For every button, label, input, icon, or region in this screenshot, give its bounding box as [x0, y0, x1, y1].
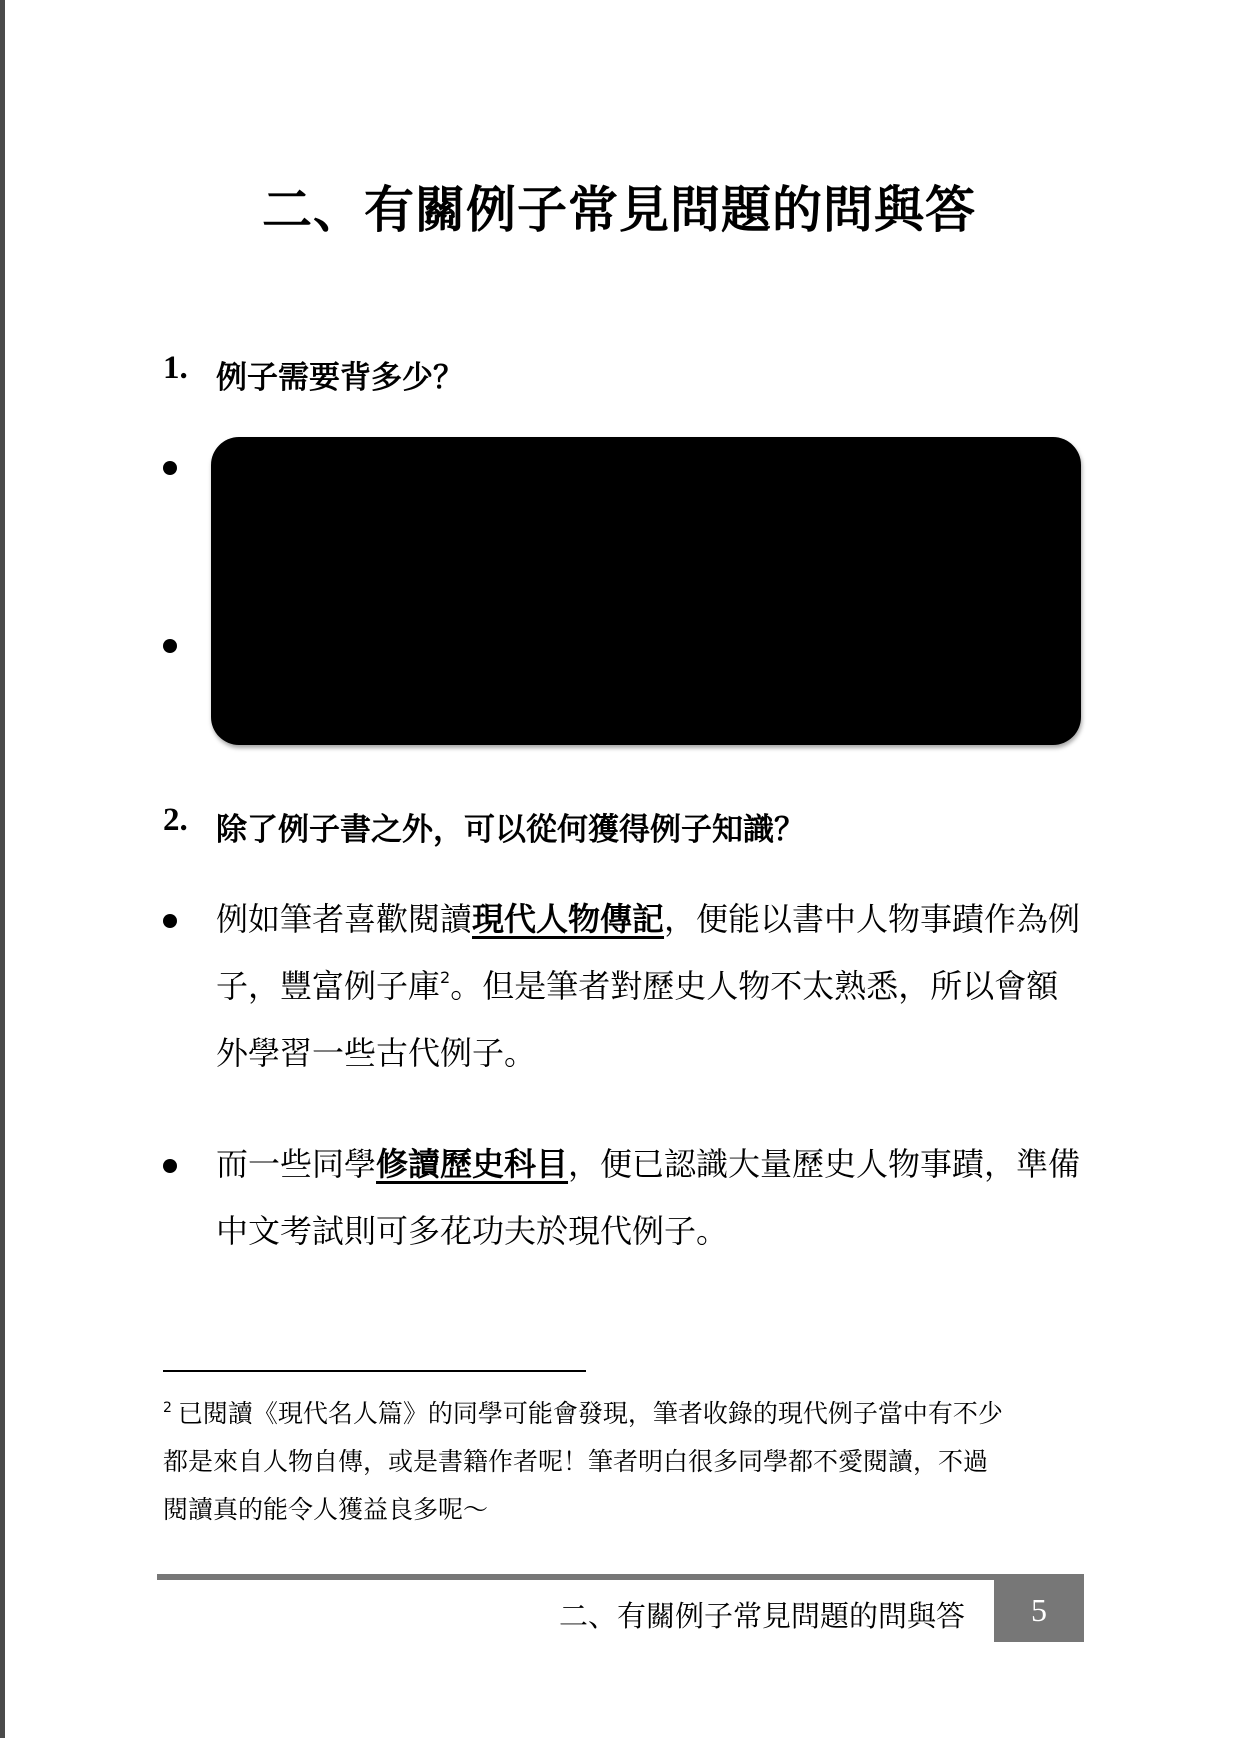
- footnote-marker: 2: [163, 1400, 172, 1416]
- paragraph-text: 例如筆者喜歡閱讀: [216, 900, 473, 938]
- footnote-divider: [163, 1370, 586, 1372]
- highlight-text: 修讀歷史科目: [376, 1145, 569, 1183]
- paragraph-text: 。但是筆者對歷史人物不太熟悉，所以會額外學習一些古代例子。: [216, 967, 1059, 1072]
- bullet-icon: [163, 639, 177, 653]
- page-number: 5: [994, 1578, 1084, 1642]
- footer-divider: [157, 1574, 1084, 1580]
- highlight-text: 現代人物傳記: [472, 900, 665, 938]
- bullet-icon: [163, 914, 177, 928]
- question-text: 除了例子書之外，可以從何獲得例子知識？: [216, 812, 805, 848]
- question-number: 2.: [163, 802, 188, 838]
- redacted-block: [211, 437, 1081, 745]
- bullet-icon: [163, 1159, 177, 1173]
- question-text: 例子需要背多少？: [216, 360, 464, 396]
- page-edge: [0, 0, 5, 1738]
- question-number: 1.: [163, 350, 188, 386]
- paragraph-text: 而一些同學: [216, 1145, 377, 1183]
- page-title: 二、有關例子常見問題的問與答: [262, 181, 976, 239]
- paragraph-text: ，便能以書中人物事蹟作為例子，豐富例子庫: [216, 900, 1081, 1005]
- footnote-text: 已閱讀《現代名人篇》的同學可能會發現，筆者收錄的現代例子當中有不少都是來自人物自傳，或是書籍作者呢！筆者明白很多同學都不愛閱讀，不過閱讀真的能令人獲益良多呢～: [163, 1399, 1003, 1524]
- paragraph-text: ，便已認識大量歷史人物事蹟，準備中文考試則可多花功夫於現代例子。: [216, 1145, 1081, 1250]
- footnote-reference[interactable]: 2: [440, 968, 451, 987]
- bullet-icon: [163, 461, 177, 475]
- paragraph: [216, 886, 1086, 1087]
- footnote: [163, 1390, 1003, 1534]
- paragraph: [216, 1131, 1086, 1265]
- footer-title: 二、有關例子常見問題的問與答: [558, 1599, 965, 1633]
